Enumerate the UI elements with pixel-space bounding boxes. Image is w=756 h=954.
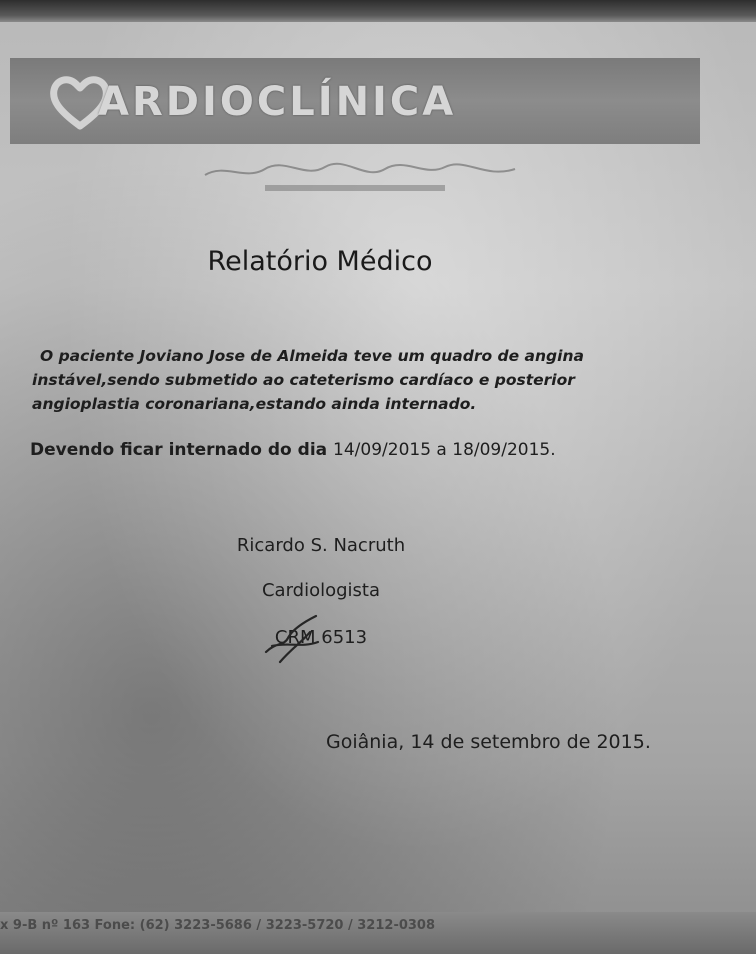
stay-dates: 14/09/2015 a 18/09/2015.: [333, 440, 556, 460]
report-body: O paciente Joviano Jose de Almeida teve um quadro de angina instável,sendo submetido ao cateterismo cardíaco e posterior angioplastia coronariana,estando ainda internado.: [32, 347, 584, 413]
handwritten-signature: [258, 612, 338, 668]
hospital-stay-line: [30, 440, 670, 460]
doctor-name: Ricardo S. Nacruth: [236, 535, 406, 556]
clinic-name: ARDIOCLÍNICA: [98, 79, 457, 125]
faded-subheader-signature: [195, 155, 525, 199]
place-and-date: Goiânia, 14 de setembro de 2015.: [326, 731, 651, 753]
footer-contact: x 9-B nº 163 Fone: (62) 3223-5686 / 3223-5720 / 3212-0308: [0, 918, 436, 933]
doctor-registration: CRM 6513: [274, 627, 368, 648]
stay-prefix: Devendo ficar internado do dia: [30, 440, 334, 460]
doctor-role: Cardiologista: [261, 580, 381, 601]
report-title: Relatório Médico: [207, 246, 433, 277]
scan-top-edge: [0, 0, 756, 22]
clinic-logo: [48, 70, 456, 134]
